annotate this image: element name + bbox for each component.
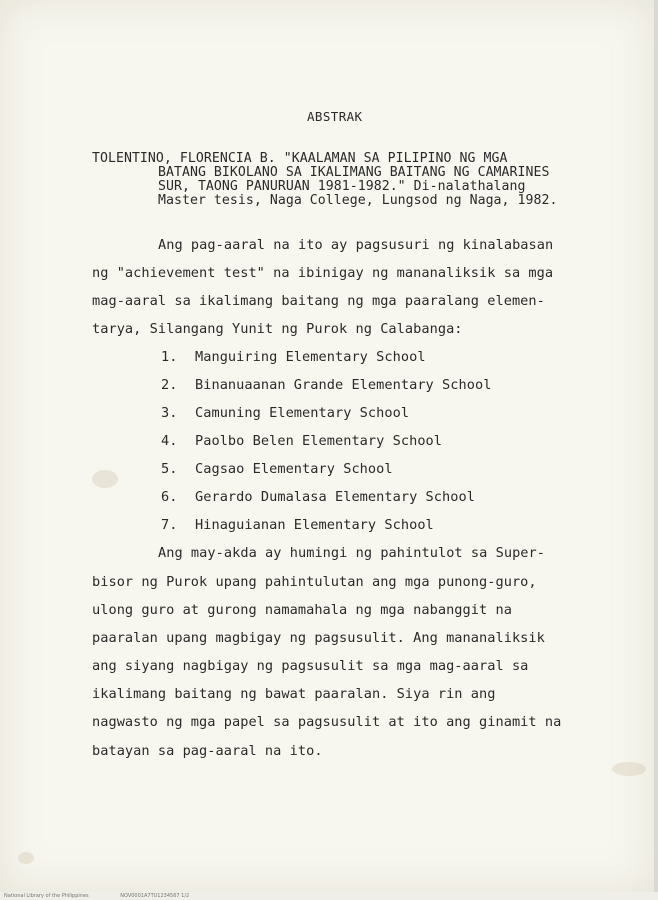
citation-line: TOLENTINO, FLORENCIA B. "KAALAMAN SA PILIPINO NG MGA	[92, 151, 508, 166]
list-item-number: 2.	[161, 377, 178, 393]
body-line: bisor ng Purok upang pahintulutan ang mga punong-guro,	[92, 574, 537, 590]
body-line: batayan sa pag-aaral na ito.	[92, 743, 323, 759]
paper-stain	[18, 852, 34, 864]
list-item-school: Binanuaanan Grande Elementary School	[195, 377, 492, 393]
list-item-number: 3.	[161, 405, 178, 421]
paper-stain	[92, 470, 118, 488]
list-item-number: 6.	[161, 489, 178, 505]
body-line: ng "achievement test" na ibinigay ng mananaliksik sa mga	[92, 265, 554, 281]
citation-line: BATANG BIKOLANO SA IKALIMANG BAITANG NG CAMARINES	[158, 165, 550, 180]
body-line: ulong guro at gurong namamahala ng mga nabanggit na	[92, 602, 512, 618]
body-line: ikalimang baitang ng bawat paaralan. Siya rin ang	[92, 686, 496, 702]
body-line: Ang may-akda ay humingi ng pahintulot sa Super-	[158, 545, 546, 561]
paper-stain	[612, 762, 646, 776]
list-item-number: 7.	[161, 517, 178, 533]
footer-institution: National Library of the Philippines	[4, 893, 89, 899]
body-line: Ang pag-aaral na ito ay pagsusuri ng kinalabasan	[158, 237, 554, 253]
scan-footer	[0, 892, 658, 900]
document-title: ABSTRAK	[307, 109, 363, 124]
body-line: mag-aaral sa ikalimang baitang ng mga paaralang elemen-	[92, 293, 545, 309]
list-item-school: Manguiring Elementary School	[195, 349, 426, 365]
footer-identifier: NOV0001A7TU1234567 1/2	[120, 893, 190, 899]
body-line: nagwasto ng mga papel sa pagsusulit at ito ang ginamit na	[92, 714, 562, 730]
citation-line: SUR, TAONG PANURUAN 1981-1982." Di-nalathalang	[158, 179, 526, 194]
list-item-number: 4.	[161, 433, 178, 449]
list-item-number: 5.	[161, 461, 178, 477]
body-line: tarya, Silangang Yunit ng Purok ng Calabanga:	[92, 321, 463, 337]
list-item-school: Gerardo Dumalasa Elementary School	[195, 489, 475, 505]
list-item-school: Paolbo Belen Elementary School	[195, 433, 443, 449]
list-item-school: Hinaguianan Elementary School	[195, 517, 434, 533]
body-line: paaralan upang magbigay ng pagsusulit. Ang mananaliksik	[92, 630, 545, 646]
list-item-number: 1.	[161, 349, 178, 365]
citation-line: Master tesis, Naga College, Lungsod ng Naga, 1982.	[158, 193, 558, 208]
list-item-school: Cagsao Elementary School	[195, 461, 393, 477]
body-line: ang siyang nagbigay ng pagsusulit sa mga mag-aaral sa	[92, 658, 529, 674]
list-item-school: Camuning Elementary School	[195, 405, 410, 421]
